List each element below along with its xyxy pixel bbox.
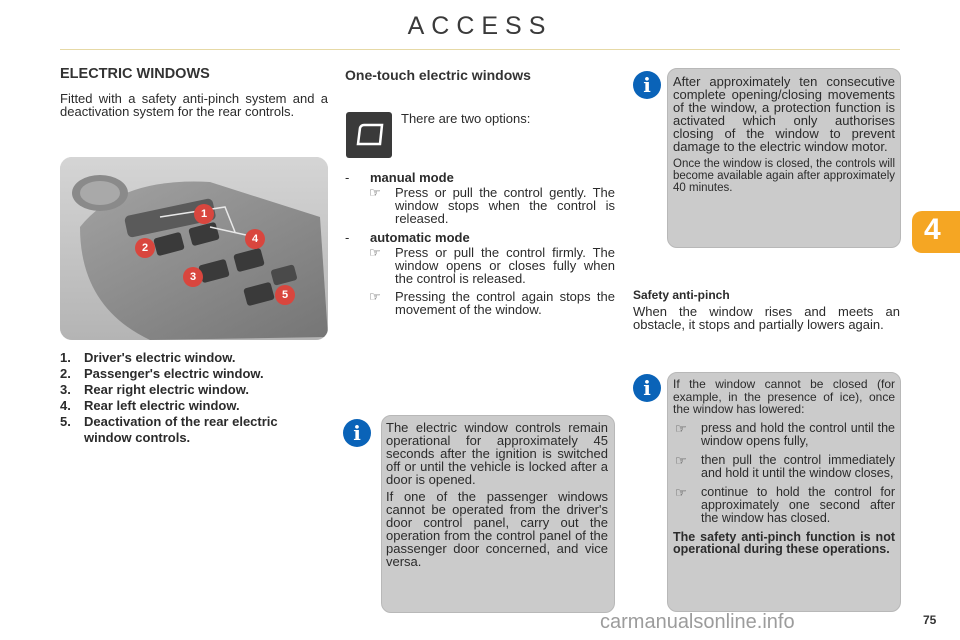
window-switch-icon <box>346 112 392 158</box>
bullet-text: Pressing the control again stops the movement of the window. <box>395 289 615 317</box>
reset-bullet <box>673 486 895 525</box>
legend-text: Passenger's electric window. <box>84 366 264 381</box>
automatic-mode-title: automatic mode <box>370 230 470 245</box>
page-title: ACCESS <box>407 12 553 40</box>
automatic-mode-bullet <box>367 290 615 316</box>
watermark: carmanualsonline.info <box>600 611 795 633</box>
callout-5: 5 <box>275 285 295 305</box>
options-text: There are two options: <box>401 111 531 126</box>
info-icon: i <box>633 71 661 99</box>
chapter-tab[interactable] <box>912 211 960 253</box>
legend-text: Rear left electric window. <box>84 398 240 413</box>
bullet-text: then pull the control immediately and hold it until the window closes, <box>701 452 895 480</box>
callout-3: 3 <box>183 267 203 287</box>
legend-num: 3. <box>60 382 71 397</box>
legend-list <box>60 350 330 446</box>
warning-text: The safety anti-pinch function is not operational during these operations. <box>673 529 895 556</box>
legend-item <box>60 414 330 446</box>
pointing-hand-icon: ☞ <box>369 245 381 260</box>
pointing-hand-icon: ☞ <box>675 484 687 500</box>
pointing-hand-icon: ☞ <box>675 420 687 436</box>
legend-item <box>60 366 330 382</box>
bullet-text: press and hold the control until the window opens fully, <box>701 420 895 448</box>
info-icon: i <box>633 374 661 402</box>
reset-bullet <box>673 454 895 480</box>
legend-num: 4. <box>60 398 71 413</box>
protection-info-text <box>673 75 895 194</box>
callout-2: 2 <box>135 238 155 258</box>
section-heading: ELECTRIC WINDOWS <box>60 66 210 82</box>
info-paragraph: If the window cannot be closed (for example, in the presence of ice), once the window has lowered: <box>673 377 895 416</box>
intro-text: Fitted with a safety anti-pinch system and a deactivation system for the rear controls. <box>60 91 328 119</box>
page-number: 75 <box>923 613 937 627</box>
bullet-text: continue to hold the control for approximately one second after the window has closed. <box>701 484 895 525</box>
reset-bullet <box>673 422 895 448</box>
pointing-hand-icon: ☞ <box>369 289 381 304</box>
modes-list <box>345 170 615 316</box>
manual-mode-title: manual mode <box>370 170 454 185</box>
callout-4: 4 <box>245 229 265 249</box>
manual-mode-bullet <box>367 186 615 225</box>
pointing-hand-icon: ☞ <box>675 452 687 468</box>
chapter-tab-label: 4 <box>924 213 941 246</box>
legend-item <box>60 382 330 398</box>
info-text <box>386 421 608 568</box>
bullet-text: Press or pull the control firmly. The window opens or closes fully when the control is released. <box>395 245 615 286</box>
info-paragraph: After approximately ten consecutive complete opening/closing movements of the window, a protection function is activated which only authorises closing of the window to prevent damage to the electric window motor. <box>673 74 895 154</box>
safety-heading: Safety anti-pinch <box>633 288 730 302</box>
pointing-hand-icon: ☞ <box>369 185 381 200</box>
legend-item <box>60 398 330 414</box>
window-controls-illustration <box>60 157 328 340</box>
callout-1: 1 <box>194 204 214 224</box>
dash: - <box>345 230 350 245</box>
automatic-mode-heading <box>345 230 615 244</box>
safety-text: When the window rises and meets an obstacle, it stops and partially lowers again. <box>633 304 900 332</box>
info-icon: i <box>343 419 371 447</box>
reset-info-text <box>673 378 895 556</box>
info-paragraph: The electric window controls remain operational for approximately 45 seconds after the ignition is switched off or until the vehicle is locked after a door is opened. <box>386 420 608 487</box>
bullet-text: Press or pull the control gently. The window stops when the control is released. <box>395 185 615 226</box>
manual-mode-heading <box>345 170 615 184</box>
legend-num: 2. <box>60 366 71 381</box>
legend-text: Rear right electric window. <box>84 382 249 397</box>
info-paragraph: Once the window is closed, the controls will become available again after approximately 40 minutes. <box>673 158 895 194</box>
legend-text: Driver's electric window. <box>84 350 236 365</box>
section-heading: One-touch electric windows <box>345 67 531 83</box>
dash: - <box>345 170 350 185</box>
legend-num: 5. <box>60 414 71 429</box>
info-paragraph: If one of the passenger windows cannot be operated from the driver's door control panel, carry out the operation from the control panel of the passenger door concerned, and vice versa. <box>386 489 608 569</box>
automatic-mode-bullet <box>367 246 615 285</box>
legend-item <box>60 350 330 366</box>
title-divider <box>60 49 900 50</box>
legend-text: Deactivation of the rear electric window controls. <box>84 414 278 445</box>
legend-num: 1. <box>60 350 71 365</box>
